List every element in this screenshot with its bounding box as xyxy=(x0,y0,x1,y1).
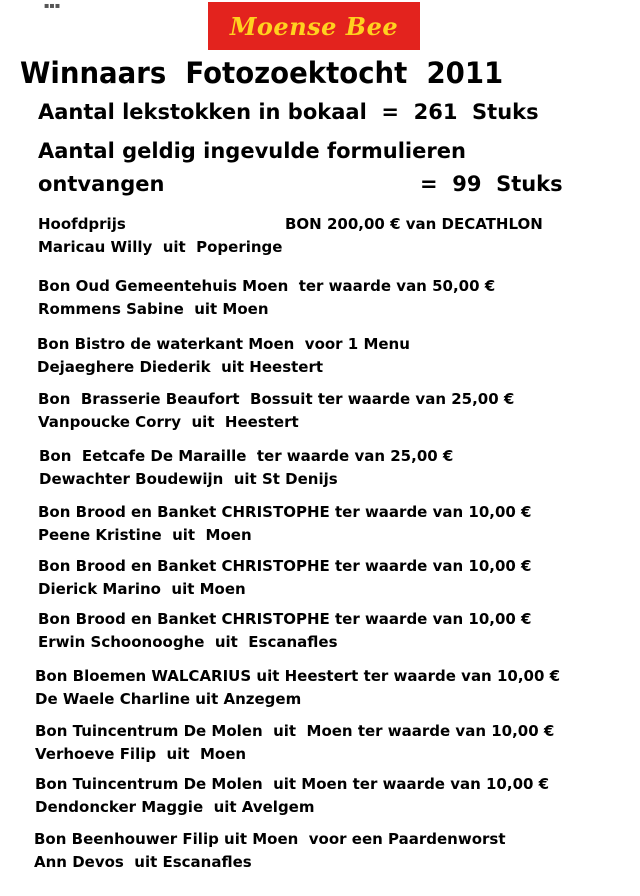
prize-item xyxy=(35,665,625,711)
prize-description: Bon Eetcafe De Maraille ter waarde van 25,00 € xyxy=(39,447,454,465)
prize-description: Bon Tuincentrum De Molen uit Moen ter waarde van 10,00 € xyxy=(35,722,555,740)
prize-item xyxy=(35,720,625,766)
prize-item xyxy=(34,828,624,874)
prize-description: Bon Bistro de waterkant Moen voor 1 Menu xyxy=(37,335,410,353)
prize-winner: Rommens Sabine uit Moen xyxy=(38,300,269,318)
prize-item xyxy=(38,501,628,547)
prize-description: Bon Oud Gemeentehuis Moen ter waarde van 50,00 € xyxy=(38,277,496,295)
prize-item xyxy=(38,555,628,601)
prize-description: Bon Brood en Banket CHRISTOPHE ter waarde van 10,00 € xyxy=(38,503,532,521)
corner-mark: ▪▪▪ xyxy=(44,1,61,10)
prize-description: Bon Brasserie Beaufort Bossuit ter waarde van 25,00 € xyxy=(38,390,515,408)
prize-winner: Dendoncker Maggie uit Avelgem xyxy=(35,798,315,816)
moense-bee-logo xyxy=(208,2,420,50)
hoofdprijs-prize: BON 200,00 € van DECATHLON xyxy=(285,215,543,233)
prize-description: Bon Beenhouwer Filip uit Moen voor een Paardenworst xyxy=(34,830,506,848)
prize-winner: Dewachter Boudewijn uit St Denijs xyxy=(39,470,338,488)
prize-item xyxy=(38,275,628,321)
stat-ontvangen-label: ontvangen xyxy=(38,172,165,196)
prize-item xyxy=(38,388,628,434)
stat-formulieren-label: Aantal geldig ingevulde formulieren xyxy=(38,139,466,163)
page-title: Winnaars Fotozoektocht 2011 xyxy=(20,56,504,90)
logo-text: Moense Bee xyxy=(229,11,399,41)
prize-description: Bon Bloemen WALCARIUS uit Heestert ter waarde van 10,00 € xyxy=(35,667,561,685)
prize-item xyxy=(38,608,628,654)
prize-winner: Erwin Schoonooghe uit Escanafles xyxy=(38,633,338,651)
prize-description: Bon Tuincentrum De Molen uit Moen ter waarde van 10,00 € xyxy=(35,775,550,793)
hoofdprijs-block xyxy=(38,213,628,259)
prize-item xyxy=(37,333,627,379)
prize-item xyxy=(39,445,629,491)
prize-item xyxy=(35,773,625,819)
hoofdprijs-winner: Maricau Willy uit Poperinge xyxy=(38,238,283,256)
prize-winner: Dejaeghere Diederik uit Heestert xyxy=(37,358,324,376)
stat-ontvangen-value: = 99 Stuks xyxy=(420,172,563,196)
prize-winner: De Waele Charline uit Anzegem xyxy=(35,690,302,708)
prize-winner: Verhoeve Filip uit Moen xyxy=(35,745,247,763)
prize-description: Bon Brood en Banket CHRISTOPHE ter waarde van 10,00 € xyxy=(38,610,532,628)
prize-description: Bon Brood en Banket CHRISTOPHE ter waarde van 10,00 € xyxy=(38,557,532,575)
prize-winner: Peene Kristine uit Moen xyxy=(38,526,252,544)
prize-winner: Vanpoucke Corry uit Heestert xyxy=(38,413,299,431)
hoofdprijs-label: Hoofdprijs xyxy=(38,215,126,233)
prize-winner: Ann Devos uit Escanafles xyxy=(34,853,252,871)
stat-lekstokken: Aantal lekstokken in bokaal = 261 Stuks xyxy=(38,100,539,124)
prize-winner: Dierick Marino uit Moen xyxy=(38,580,246,598)
